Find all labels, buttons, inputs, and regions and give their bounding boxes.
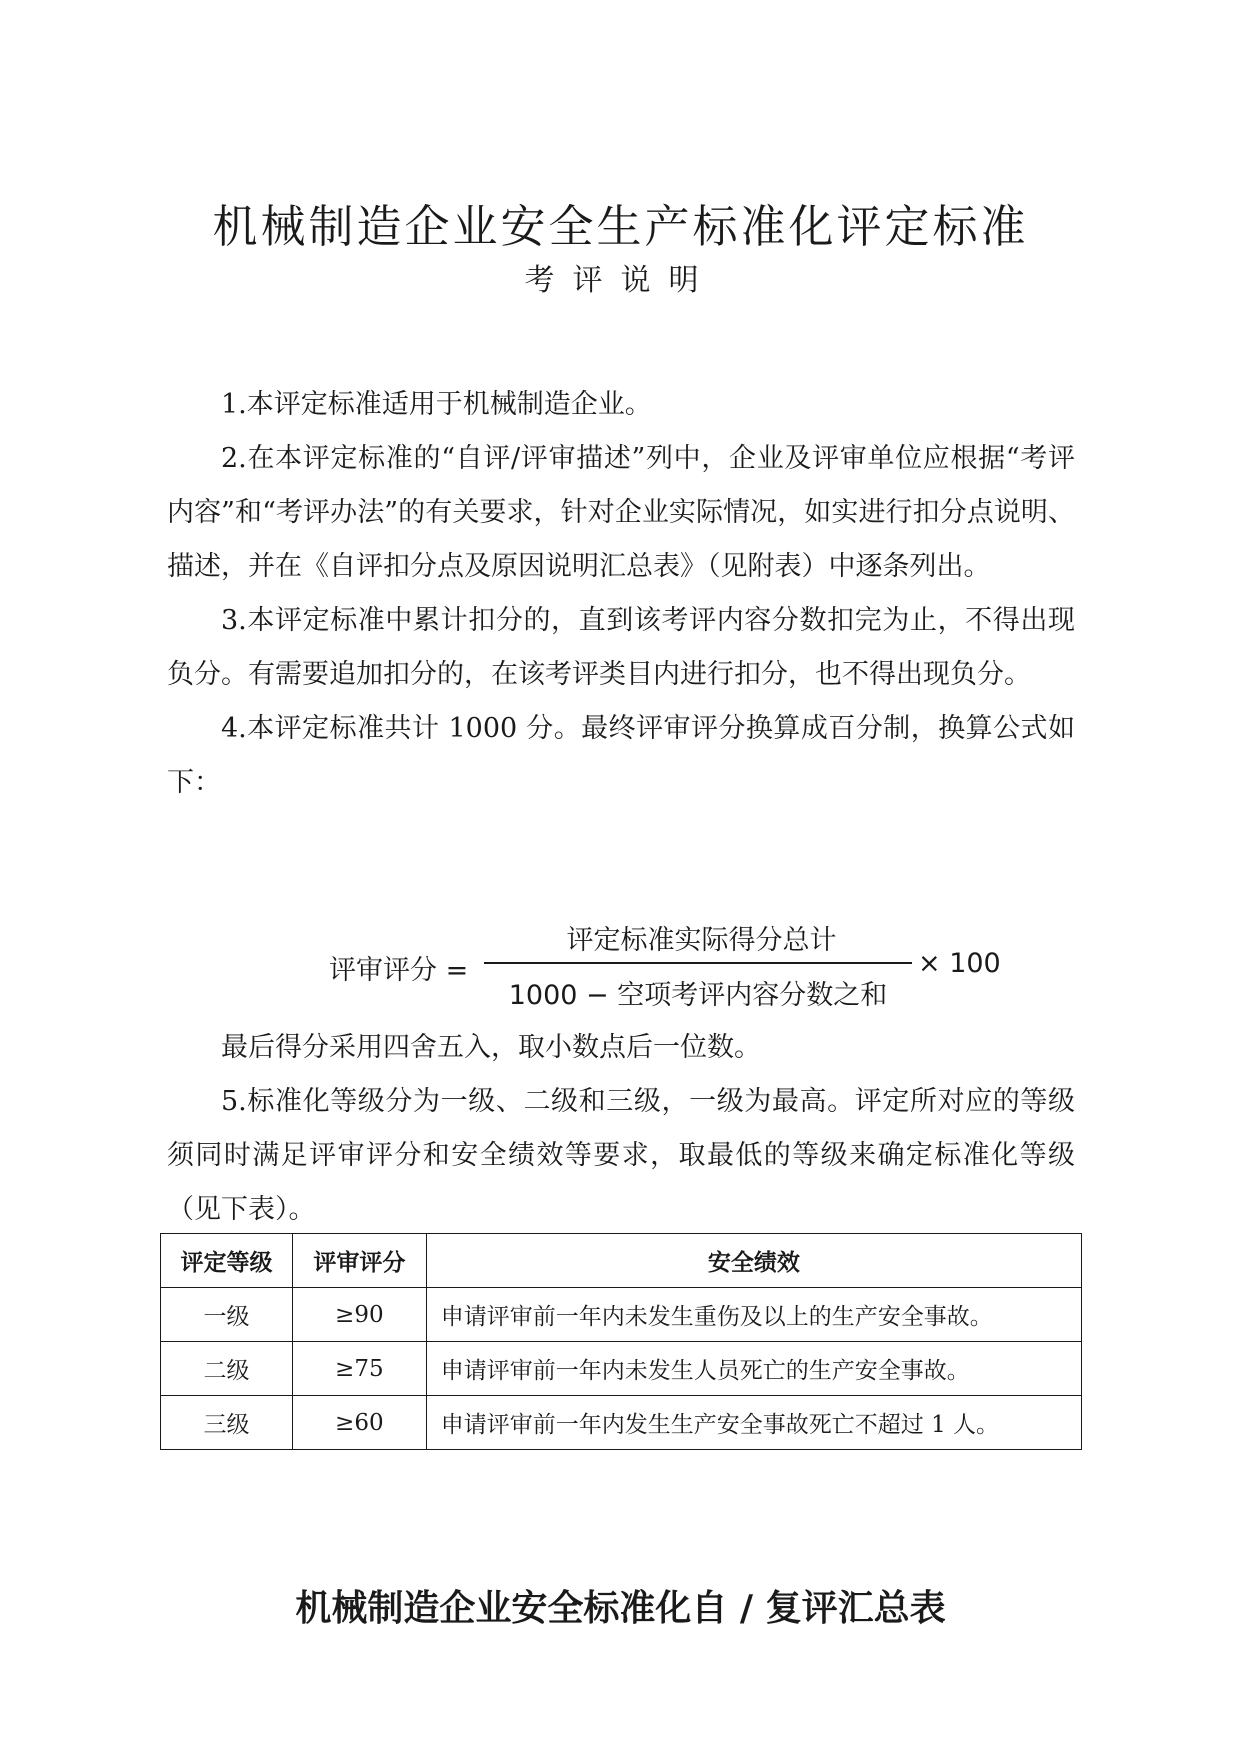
cell-score: ≥75 bbox=[292, 1342, 426, 1396]
table-row bbox=[161, 1396, 1082, 1450]
table-row bbox=[161, 1288, 1082, 1342]
cell-score: ≥90 bbox=[292, 1288, 426, 1342]
formula-numerator: 评定标准实际得分总计 bbox=[566, 925, 837, 956]
formula-lhs: 评审评分 = bbox=[329, 955, 469, 986]
cell-grade: 一级 bbox=[161, 1288, 293, 1342]
cell-grade: 三级 bbox=[161, 1396, 293, 1450]
note-paragraph-3: 3.本评定标准中累计扣分的，直到该考评内容分数扣完为止，不得出现负分。有需要追加扣分的，在该考评类目内进行扣分，也不得出现负分。 bbox=[167, 605, 1075, 690]
page-subtitle: 考评说明 bbox=[524, 263, 717, 298]
cell-performance: 申请评审前一年内未发生人员死亡的生产安全事故。 bbox=[426, 1342, 1081, 1396]
fraction-bar bbox=[484, 962, 912, 964]
page-title: 机械制造企业安全生产标准化评定标准 bbox=[212, 200, 1029, 254]
grade-table bbox=[160, 1233, 1082, 1450]
header-performance: 安全绩效 bbox=[426, 1234, 1081, 1288]
rounding-note: 最后得分采用四舍五入，取小数点后一位数。 bbox=[221, 1032, 761, 1063]
table-row bbox=[161, 1342, 1082, 1396]
score-formula bbox=[329, 918, 1001, 1014]
grading-notes bbox=[167, 1021, 1075, 1237]
cell-performance: 申请评审前一年内未发生重伤及以上的生产安全事故。 bbox=[426, 1288, 1081, 1342]
table-header-row bbox=[161, 1234, 1082, 1288]
note-paragraph-4: 4.本评定标准共计 1000 分。最终评审评分换算成百分制，换算公式如下： bbox=[167, 713, 1075, 798]
formula-multiplier: × 100 bbox=[918, 948, 1001, 979]
formula-denominator: 1000 − 空项考评内容分数之和 bbox=[508, 980, 888, 1011]
cell-score: ≥60 bbox=[292, 1396, 426, 1450]
cell-performance: 申请评审前一年内发生生产安全事故死亡不超过 1 人。 bbox=[426, 1396, 1081, 1450]
header-score: 评审评分 bbox=[292, 1234, 426, 1288]
note-paragraph-2: 2.在本评定标准的“自评/评审描述”列中，企业及评审单位应根据“考评内容”和“考评办法”的有关要求，针对企业实际情况，如实进行扣分点说明、描述，并在《自评扣分点及原因说明汇总表》（见附表）中逐条列出。 bbox=[167, 443, 1075, 582]
header-grade: 评定等级 bbox=[161, 1234, 293, 1288]
note-paragraph-5: 5.标准化等级分为一级、二级和三级，一级为最高。评定所对应的等级须同时满足评审评分和安全绩效等要求，取最低的等级来确定标准化等级（见下表）。 bbox=[167, 1086, 1075, 1225]
cell-grade: 二级 bbox=[161, 1342, 293, 1396]
summary-table-title: 机械制造企业安全标准化自 / 复评汇总表 bbox=[295, 1587, 946, 1629]
note-paragraph-1: 1.本评定标准适用于机械制造企业。 bbox=[221, 389, 652, 420]
evaluation-notes bbox=[167, 378, 1075, 810]
